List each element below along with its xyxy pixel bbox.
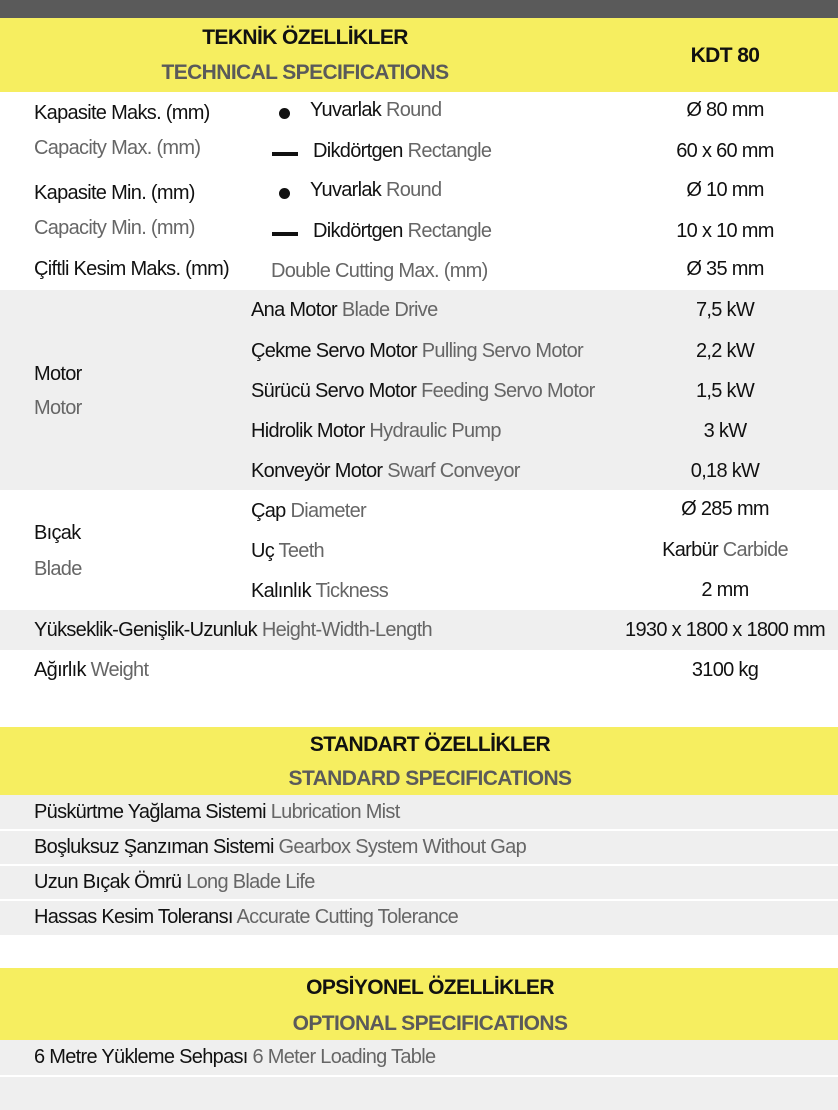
blade-row: Kalınlık Tickness (251, 580, 389, 602)
optional-item: 6 Metre Yükleme Sehpası 6 Meter Loading Table (34, 1046, 436, 1068)
round-bullet-icon (279, 188, 290, 199)
rectangle-label: Dikdörtgen Rectangle (313, 140, 492, 162)
capacity-min-label-tr: Kapasite Min. (mm) (34, 182, 195, 204)
motor-row-value: 2,2 kW (695, 340, 755, 362)
blade-label-tr: Bıçak (34, 522, 81, 544)
row-divider (0, 829, 838, 831)
motor-row: Sürücü Servo Motor Feeding Servo Motor (251, 380, 595, 402)
blade-row: Çap Diameter (251, 500, 366, 522)
motor-label-en: Motor (34, 397, 82, 419)
blade-label-en: Blade (34, 558, 82, 580)
capacity-max-label-tr: Kapasite Maks. (mm) (34, 102, 210, 124)
row-divider (0, 1075, 838, 1077)
technical-title-tr: TEKNİK ÖZELLİKLER (202, 26, 408, 49)
standard-title-en: STANDARD SPECIFICATIONS (288, 767, 572, 790)
motor-row: Konveyör Motor Swarf Conveyor (251, 460, 520, 482)
capacity-max-round-value: Ø 80 mm (686, 99, 764, 121)
motor-label-tr: Motor (34, 363, 82, 385)
standard-title-tr: STANDART ÖZELLİKLER (309, 733, 551, 756)
dimensions-value: 1930 x 1800 x 1800 mm (625, 619, 825, 641)
rectangle-label: Dikdörtgen Rectangle (313, 220, 492, 242)
blade-row-value: 2 mm (701, 579, 749, 601)
model-name: KDT 80 (690, 44, 760, 67)
double-cutting-value: Ø 35 mm (686, 258, 764, 280)
weight-label: Ağırlık Weight (34, 659, 149, 681)
double-cutting-label-tr: Çiftli Kesim Maks. (mm) (34, 258, 230, 280)
round-label: Yuvarlak Round (310, 99, 442, 121)
motor-row-value: 1,5 kW (695, 380, 755, 402)
blade-row-value: Karbür Carbide (662, 539, 788, 561)
capacity-min-label-en: Capacity Min. (mm) (34, 217, 195, 239)
round-bullet-icon (279, 108, 290, 119)
capacity-max-rect-value: 60 x 60 mm (676, 140, 774, 162)
motor-row-value: 0,18 kW (690, 460, 760, 482)
motor-row-value: 7,5 kW (695, 299, 755, 321)
top-bar (0, 0, 838, 18)
motor-row-value: 3 kW (703, 420, 747, 442)
optional-title-en: OPTIONAL SPECIFICATIONS (292, 1012, 568, 1035)
standard-item: Uzun Bıçak Ömrü Long Blade Life (34, 871, 315, 893)
blade-row-value: Ø 285 mm (681, 498, 769, 520)
blade-row: Uç Teeth (251, 540, 324, 562)
row-divider (0, 899, 838, 901)
motor-row: Çekme Servo Motor Pulling Servo Motor (251, 340, 584, 362)
optional-title-tr: OPSİYONEL ÖZELLİKLER (306, 976, 554, 999)
round-label: Yuvarlak Round (310, 179, 442, 201)
dimensions-label: Yükseklik-Genişlik-Uzunluk Height-Width-Length (34, 619, 432, 641)
standard-item: Hassas Kesim Toleransı Accurate Cutting Tolerance (34, 906, 459, 928)
technical-title-en: TECHNICAL SPECIFICATIONS (161, 61, 449, 84)
weight-value: 3100 kg (691, 659, 759, 681)
capacity-min-round-value: Ø 10 mm (686, 179, 764, 201)
standard-item: Boşluksuz Şanzıman Sistemi Gearbox System Without Gap (34, 836, 527, 858)
standard-item: Püskürtme Yağlama Sistemi Lubrication Mist (34, 801, 400, 823)
rectangle-dash-icon (272, 232, 298, 236)
rectangle-dash-icon (272, 152, 298, 156)
row-divider (0, 864, 838, 866)
motor-row: Hidrolik Motor Hydraulic Pump (251, 420, 501, 442)
motor-row: Ana Motor Blade Drive (251, 299, 438, 321)
capacity-max-label-en: Capacity Max. (mm) (34, 137, 201, 159)
capacity-min-rect-value: 10 x 10 mm (676, 220, 774, 242)
double-cutting-label-en: Double Cutting Max. (mm) (271, 260, 488, 282)
